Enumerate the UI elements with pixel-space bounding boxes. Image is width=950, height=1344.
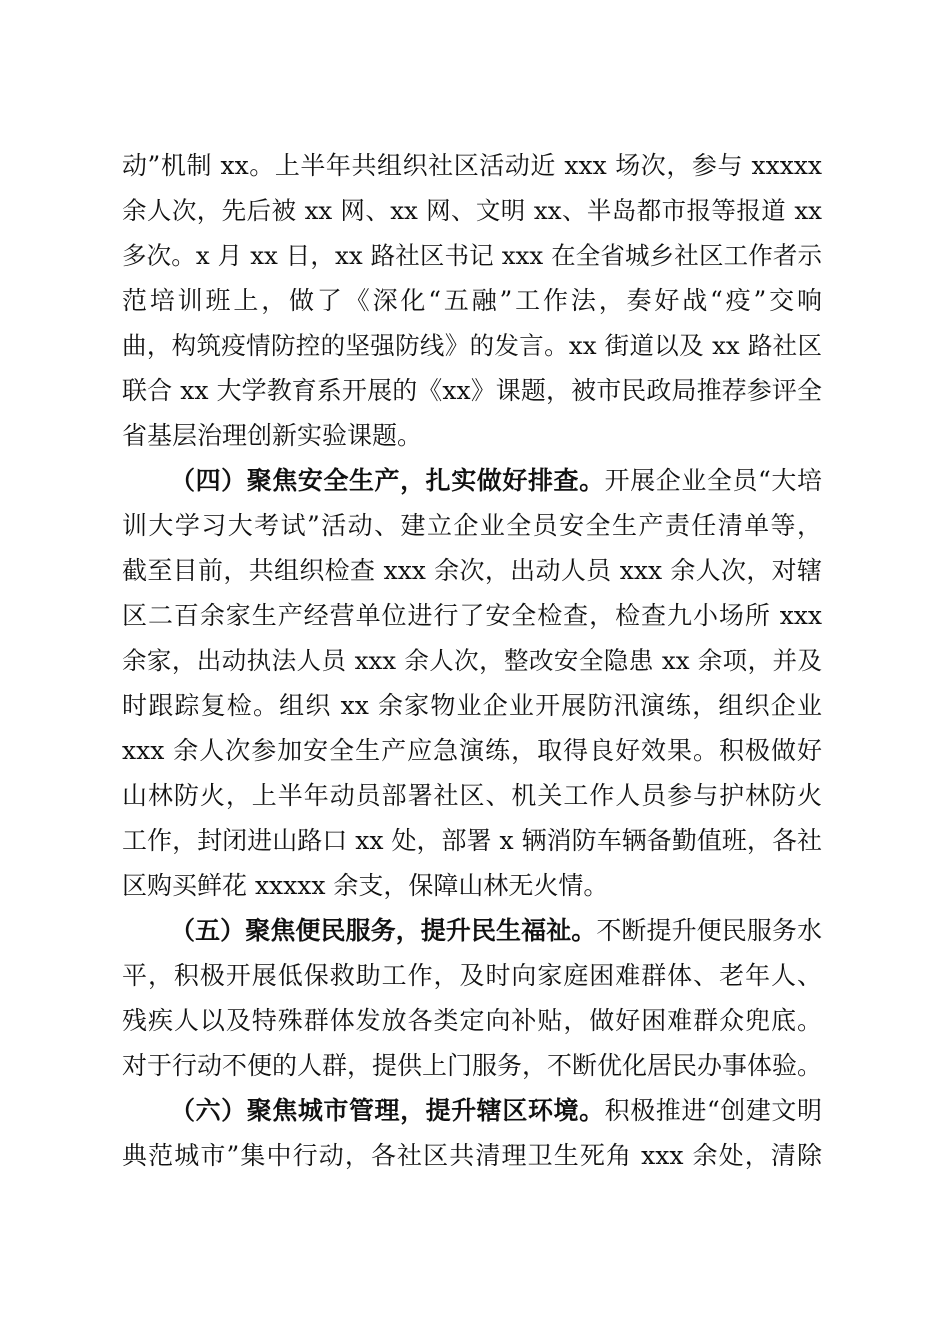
paragraph-line: 工作，封闭进山路口 xx 处，部署 x 辆消防车辆备勤值班，各社 [122, 826, 822, 855]
paragraph-line: 余家，出动执法人员 xxx 余人次，整改安全隐患 xx 余项，并及 [122, 646, 822, 675]
paragraph-line: 时跟踪复检。组织 xx 余家物业企业开展防汛演练，组织企业 [122, 691, 822, 720]
section-first-line [170, 911, 822, 951]
paragraph-line: 区购买鲜花 xxxxx 余支，保障山林无火情。 [122, 871, 609, 900]
section-first-line-text: 积极推进“创建文明 [604, 1096, 822, 1125]
section-first-line-text: 开展企业全员“大培 [604, 466, 822, 495]
paragraph-line: 省基层治理创新实验课题。 [122, 421, 423, 450]
section-heading: （四）聚焦安全生产，扎实做好排查。 [170, 466, 605, 495]
paragraph-line: 残疾人以及特殊群体发放各类定向补贴，做好困难群众兜底。 [122, 1006, 822, 1035]
section-first-line-text: 不断提升便民服务水 [596, 916, 822, 945]
paragraph-line: 范培训班上，做了《深化“五融”工作法，奏好战“疫”交响 [122, 286, 822, 315]
paragraph-line: xxx 余人次参加安全生产应急演练，取得良好效果。积极做好 [122, 736, 822, 765]
paragraph-line: 训大学习大考试”活动、建立企业全员安全生产责任清单等， [122, 511, 822, 540]
paragraph-line: 联合 xx 大学教育系开展的《xx》课题，被市民政局推荐参评全 [122, 376, 822, 405]
section-first-line [170, 1091, 822, 1131]
paragraph-line: 山林防火，上半年动员部署社区、机关工作人员参与护林防火 [122, 781, 822, 810]
paragraph-line: 余人次，先后被 xx 网、xx 网、文明 xx、半岛都市报等报道 xx [122, 196, 822, 225]
paragraph-line: 典范城市”集中行动，各社区共清理卫生死角 xxx 余处，清除 [122, 1141, 822, 1170]
paragraph-line: 多次。x 月 xx 日，xx 路社区书记 xxx 在全省城乡社区工作者示 [122, 241, 822, 270]
paragraph-line: 动”机制 xx。上半年共组织社区活动近 xxx 场次，参与 xxxxx [122, 151, 822, 180]
paragraph-line: 曲，构筑疫情防控的坚强防线》的发言。xx 街道以及 xx 路社区 [122, 331, 822, 360]
section-first-line [170, 461, 822, 501]
section-heading: （六）聚焦城市管理，提升辖区环境。 [170, 1096, 605, 1125]
paragraph-line: 截至目前，共组织检查 xxx 余次，出动人员 xxx 余人次，对辖 [122, 556, 822, 585]
paragraph-line: 平，积极开展低保救助工作，及时向家庭困难群体、老年人、 [122, 961, 822, 990]
section-heading: （五）聚焦便民服务，提升民生福祉。 [170, 916, 597, 945]
paragraph-line: 区二百余家生产经营单位进行了安全检查，检查九小场所 xxx [122, 601, 822, 630]
paragraph-line: 对于行动不便的人群，提供上门服务，不断优化居民办事体验。 [122, 1051, 823, 1080]
